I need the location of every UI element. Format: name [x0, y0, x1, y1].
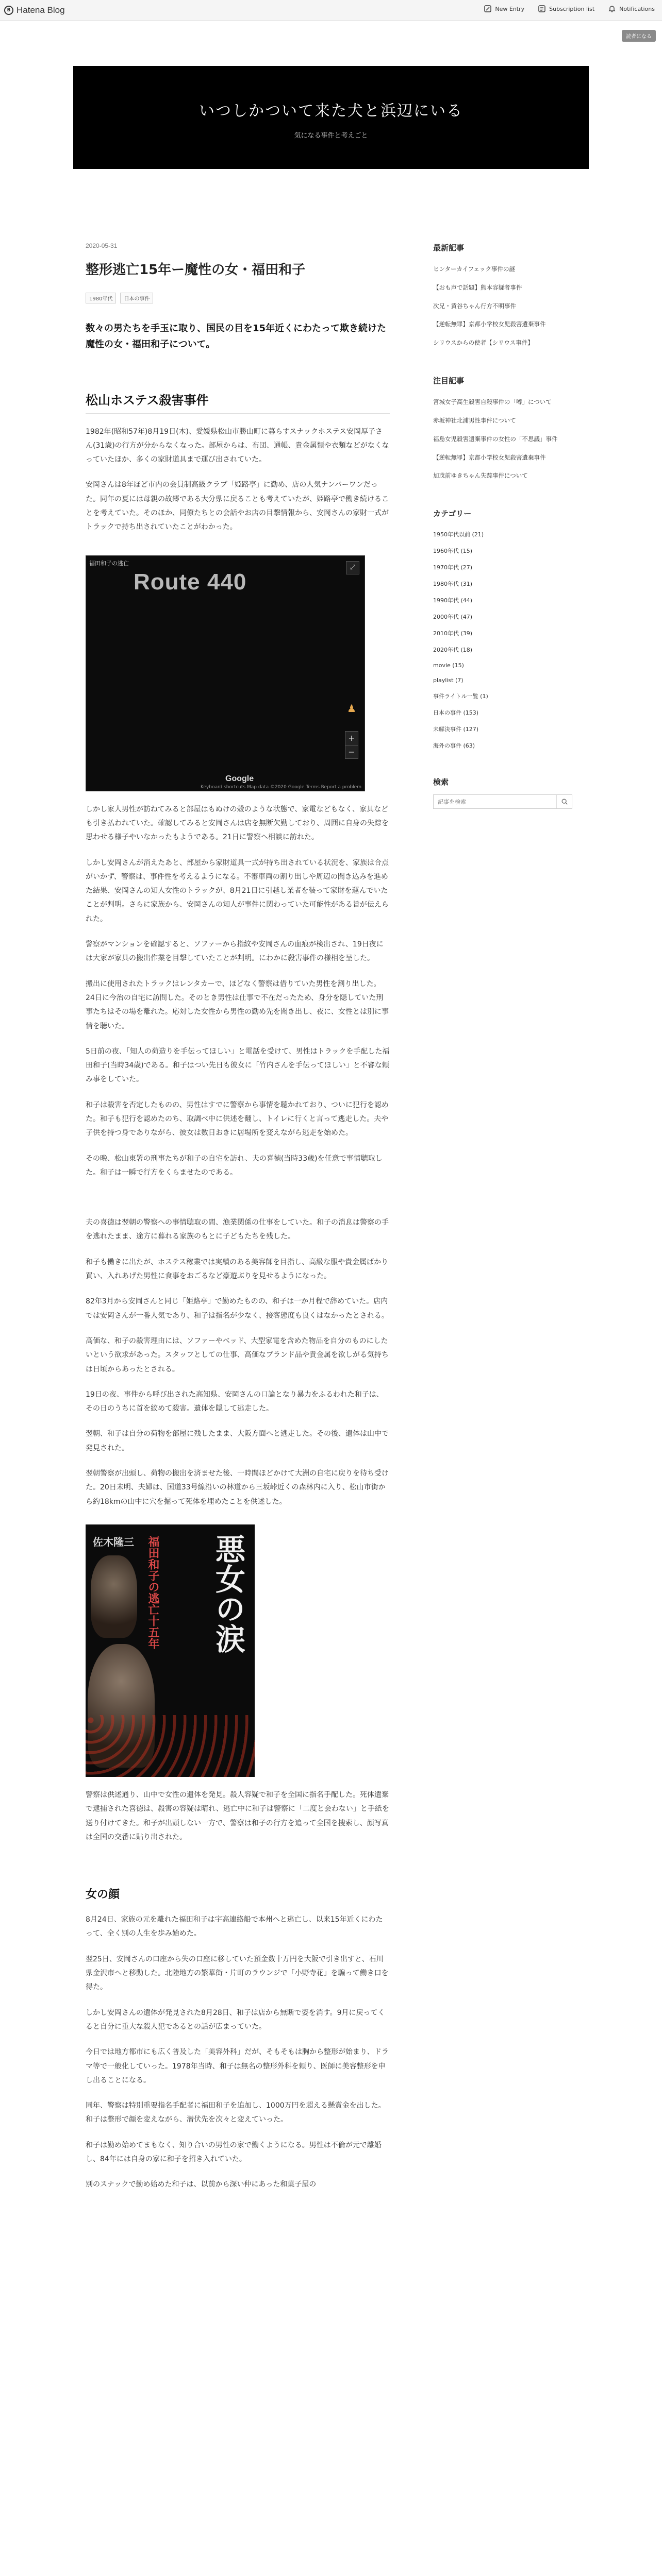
category-title: カテゴリー [433, 509, 472, 519]
recent-entry-link[interactable]: 【逆転無罪】京都小学校女児殺害遺棄事件 [433, 320, 546, 328]
subscribe-button[interactable]: 読者になる [622, 30, 656, 42]
paragraph: 19日の夜、事件から呼び出された高知県、安岡さんの口論となり暴力をふるわれた和子は、その日のうちに首を絞めて殺害。遺体を隠して逃走した。 [86, 1390, 384, 1413]
paragraph: しかし家人男性が訪ねてみると部屋はもぬけの殻のような状態で、家電などもなく、家具なども引き払われていた。確認してみると安岡さんは店を無断欠勤しており、周囲に自身の失踪を思わせる様子やいなかったもようである。21日に警察へ相談に訪れた。 [86, 805, 389, 842]
category-link[interactable]: playlist (7) [433, 677, 464, 684]
category-link[interactable]: 1960年代 (15) [433, 548, 473, 555]
featured-entry-link[interactable]: 宮城女子高生殺害自殺事件の「噂」について [433, 398, 552, 406]
recent-entry-link[interactable]: 【おも声で話題】熊本容疑者事件 [433, 283, 522, 291]
paragraph: 8月24日、家族の元を離れた福田和子は宇高連絡船で本州へと逃亡し、以来15年近くにわたって、全く別の人生を歩み始めた。 [86, 1916, 383, 1938]
book-author: 佐木隆三 [93, 1535, 134, 1548]
recent-entries-module [433, 242, 572, 352]
book-cover-photo [91, 1555, 137, 1638]
sidebar [433, 242, 572, 832]
google-logo: Google [225, 774, 254, 783]
category-link[interactable]: 1950年代以前 (21) [433, 531, 484, 538]
new-entry-button[interactable] [484, 5, 524, 13]
category-link[interactable]: 未解決事件 (127) [433, 726, 479, 733]
entry-title[interactable]: 整形逃亡15年ー魔性の女・福田和子 [86, 262, 306, 278]
paragraph: 同年、警察は特別重要指名手配者に福田和子を追加し、1000万円を超える懸賞金を出した。和子は整形で顔を変えながら、潜伏先を次々と変えていった。 [86, 2102, 386, 2124]
featured-entry-link[interactable]: 福島女児殺害遺棄事件の女性の「不思議」事件 [433, 435, 558, 443]
subscription-list-button[interactable] [538, 5, 594, 13]
map-street-label: Route 440 [134, 569, 247, 595]
recent-entries-title: 最新記事 [433, 243, 465, 252]
pencil-icon [484, 5, 492, 13]
featured-entry-link[interactable]: 加茂前ゆきちゃん失踪事件について [433, 472, 528, 480]
category-link[interactable]: 海外の事件 (63) [433, 742, 475, 750]
entry-date[interactable]: 2020-05-31 [86, 242, 118, 249]
subscription-list-label: Subscription list [549, 5, 595, 12]
hatena-logo-text: Hatena Blog [16, 5, 65, 15]
entry-lead: 数々の男たちを手玉に取り、国民の目を15年近くにわたって欺き続けた魔性の女・福田和子について。 [86, 323, 387, 350]
hatena-logo-mark: B [4, 6, 13, 15]
blog-header [73, 66, 589, 169]
fullscreen-icon[interactable]: ⤢ [346, 561, 359, 574]
paragraph: しかし安岡さんが消えたあと、部屋から家財道具一式が持ち出されている状況を、家族は合点がいかず、警察は、事件性を考えるようになる。不審車両の割り出しや周辺の聞き込みを進めた結果、安岡さんの知人女性のトラックが、8月21日に引越し業者を装って家財を運んでいたことが判明。さらに家族から、安岡さんの知人が事件に関わっていた可能性がある旨が伝えられた。 [86, 858, 389, 923]
paragraph: 安岡さんは8年ほど市内の会員制高級クラブ「姫路亭」に勤め、店の人気ナンバーワンだった。同年の夏には母親の故郷である大分県に戻ることも考えていたが、姫路亭で働き続けることを考えていた。そのほか、同僚たちとの会話やお店の目撃情報から、安岡さんの家財一式がトラックで持ち出されていたことがわかった。 [86, 481, 389, 532]
paragraph: 1982年(昭和57年)8月19日(木)、愛媛県松山市勝山町に暮らすスナックホステス安岡厚子さん(31歳)の行方が分からなくなった。部屋からは、布団、通帳、貴金属類や衣類などがなくなっていたほか、多くの家財道具まで運び出されていた。 [86, 427, 389, 464]
featured-entry-link[interactable]: 赤坂神社北浦男性事件について [433, 416, 516, 424]
map-title: 福田和子の逃亡 [89, 560, 129, 567]
book-title: 悪女の涙 [210, 1533, 245, 1653]
article [86, 242, 390, 2192]
notifications-label: Notifications [619, 5, 655, 12]
category-link[interactable]: movie (15) [433, 662, 464, 669]
global-header [0, 0, 662, 21]
paragraph: 搬出に使用されたトラックはレンタカーで、ほどなく警察は借りていた男性を割り出した。24日に今治の自宅に訪問した。そのとき男性は仕事で不在だったため、身分を隠していた刑事たちはその場を離れた。応対した女性から男性の勤め先を聞き出し、夜に、女性とは別に事情を聴いた。 [86, 979, 389, 1030]
entry-category-tag[interactable]: 1980年代 [86, 293, 116, 303]
new-entry-label: New Entry [495, 5, 525, 12]
paragraph: 警察は供述通り、山中で女性の遺体を発見。殺人容疑で和子を全国に指名手配した。死体遺棄で逮捕された喜徳は、殺害の容疑は晴れ、逃亡中に和子は警察に「二度と会わない」と手紙を送り付けてきた。和子が出頭しない一方で、警察は和子の行方を追って全国を捜索し、顔写真は全国の交番に貼り出された。 [86, 1790, 389, 1841]
list-icon [538, 5, 546, 13]
category-link[interactable]: 1980年代 (31) [433, 581, 473, 588]
blog-title[interactable]: いつしかついて来た犬と浜辺にいる [199, 102, 463, 120]
paragraph: 高価な、和子の殺害理由には、ソファーやベッド、大型家電を含めた物品を自分のものにしたいという欲求があった。スタッフとしての仕事、高価なブランド品や貴金属を欲しがる気持ちは日頃からあったとされる。 [86, 1336, 389, 1374]
zoom-controls [345, 731, 358, 759]
book-subtitle: 福田和子の逃亡十五年 [146, 1535, 160, 1649]
category-link[interactable]: 2010年代 (39) [433, 630, 473, 637]
paragraph: 警察がマンションを確認すると、ソファーから指紋や安岡さんの血痕が検出され、19日夜には大家が家具の搬出作業を目撃していたことが判明。にわかに殺害事件の様相を呈した。 [86, 940, 384, 963]
search-input[interactable] [434, 795, 556, 808]
paragraph: 翌朝、和子は自分の荷物を部屋に残したまま、大阪方面へと逃走した。その後、遺体は山中で発見された。 [86, 1430, 389, 1452]
recent-entry-link[interactable]: 次兄・黄谷ちゃん行方不明事件 [433, 302, 516, 310]
zoom-in-icon[interactable]: + [348, 733, 355, 743]
search-title: 検索 [433, 777, 449, 787]
paragraph: 翌朝警察が出頭し、荷物の搬出を済ませた後、一時間ほどかけて大洲の自宅に戻りを待ち受けた。20日未明、夫婦は、国道33号線沿いの林道から三坂峠近くの森林内に入り、松山市街から約18kmの山中に穴を掘って死体を埋めたことを供述した。 [86, 1469, 389, 1506]
paragraph: 翌25日、安岡さんの口座から失の口座に移していた預金数十万円を大阪で引き出すと、石川県金沢市へと移動した。北陸地方の繁華街・片町のラウンジで「小野寺花」を騙って働き口を得た。 [86, 1955, 389, 1992]
map-attribution[interactable]: Keyboard shortcuts Map data ©2020 Google Terms Report a problem [200, 784, 361, 790]
entry-category-tag[interactable]: 日本の事件 [120, 293, 153, 303]
category-link[interactable]: 2020年代 (18) [433, 647, 473, 654]
paragraph: 夫の喜徳は翌朝の警察への事情聴取の間、漁業関係の仕事をしていた。和子の消息は警察の手を逃れたまま、途方に暮れる家族のもとに子どもたちを残した。 [86, 1218, 389, 1241]
entry-categories [86, 293, 390, 303]
hatena-logo[interactable] [4, 5, 65, 16]
featured-entries-module [433, 375, 572, 485]
notifications-button[interactable] [608, 5, 655, 13]
pegman-icon[interactable]: ♟ [347, 702, 356, 715]
category-link[interactable]: 1990年代 (44) [433, 597, 473, 604]
section-heading: 松山ホステス殺害事件 [86, 390, 390, 414]
search-icon [561, 798, 568, 805]
bell-icon [608, 5, 616, 13]
paragraph: 和子は殺害を否定したものの、男性はすでに警察から事情を聴かれており、ついに犯行を認めた。和子も犯行を認めたのち、取調べ中に供述を翻し、トイレに行くと言って逃走した。夫や子供を持つ身でありながら、彼女は数日おきに居場所を変えながら逃走を始めた。 [86, 1100, 389, 1138]
search-module [433, 776, 572, 809]
search-box [433, 794, 572, 809]
zoom-out-icon[interactable]: − [345, 745, 358, 758]
paragraph: 82年3月から安岡さんと同じ「姫路亭」で勤めたものの、和子は一か月程で辞めていた。店内では安岡さんが一番人気であり、和子は指名が少なく、接客態度も良くはなかったとされる。 [86, 1297, 389, 1320]
paragraph: 5日前の夜、「知人の荷造りを手伝ってほしい」と電話を受けて、男性はトラックを手配した福田和子(当時34歳)である。和子はつい先日も彼女に「竹内さんを手伝ってほしい」と不審な頼み事をしていた。 [86, 1047, 390, 1084]
book-cover-pattern [86, 1715, 255, 1777]
book-cover-image[interactable] [86, 1524, 255, 1777]
paragraph: しかし安岡さんの遺体が発見された8月28日、和子は店から無断で姿を消す。9月に戻ってくると自分に重大な殺人犯であるとの話が広まっていた。 [86, 2008, 385, 2031]
paragraph: 別のスナックで勤め始めた和子は、以前から深い仲にあった和菓子屋の [86, 2180, 317, 2189]
blog-description: 気になる事件と考えごと [294, 132, 368, 140]
recent-entry-link[interactable]: ヒンターカイフェック事件の謎 [433, 265, 516, 273]
section-heading: 女の顔 [86, 1888, 120, 1902]
featured-entry-link[interactable]: 【逆転無罪】京都小学校女児殺害遺棄事件 [433, 453, 546, 461]
category-link[interactable]: 1970年代 (27) [433, 564, 473, 571]
paragraph: 今日では地方都市にも広く普及した「美容外科」だが、そもそもは胸から整形が始まり、ドラマ等で一般化していった。1978年当時、和子は無名の整形外科を頼り、医師に美容整形を申し出ることになる。 [86, 2048, 389, 2084]
paragraph: 和子は勤め始めてまもなく、知り合いの男性の家で働くようになる。男性は不倫が元で離婚し、84年には自身の家に和子を招き入れていた。 [86, 2141, 382, 2163]
recent-entry-link[interactable]: シリウスからの使者【シリウス事件】 [433, 339, 534, 347]
search-button[interactable] [556, 795, 572, 808]
paragraph: その晩、松山東署の刑事たちが和子の自宅を訪れ、夫の喜徳(当時33歳)を任意で事情聴取した。和子は一瞬で行方をくらませたのである。 [86, 1154, 383, 1177]
global-actions [484, 5, 655, 13]
category-link[interactable]: 事件ライトル一覧 (1) [433, 693, 488, 700]
featured-entries-title: 注目記事 [433, 376, 465, 386]
category-link[interactable]: 日本の事件 (153) [433, 709, 479, 717]
paragraph: 和子も働きに出たが、ホステス稼業では実績のある美容師を目指し、高級な服や貴金属ばかり買い、入れあげた男性に食事をおごるなど豪遊ぶりを見せるようになった。 [86, 1258, 389, 1281]
embedded-map[interactable] [86, 555, 365, 791]
category-link[interactable]: 2000年代 (47) [433, 614, 473, 621]
category-module [433, 508, 572, 754]
